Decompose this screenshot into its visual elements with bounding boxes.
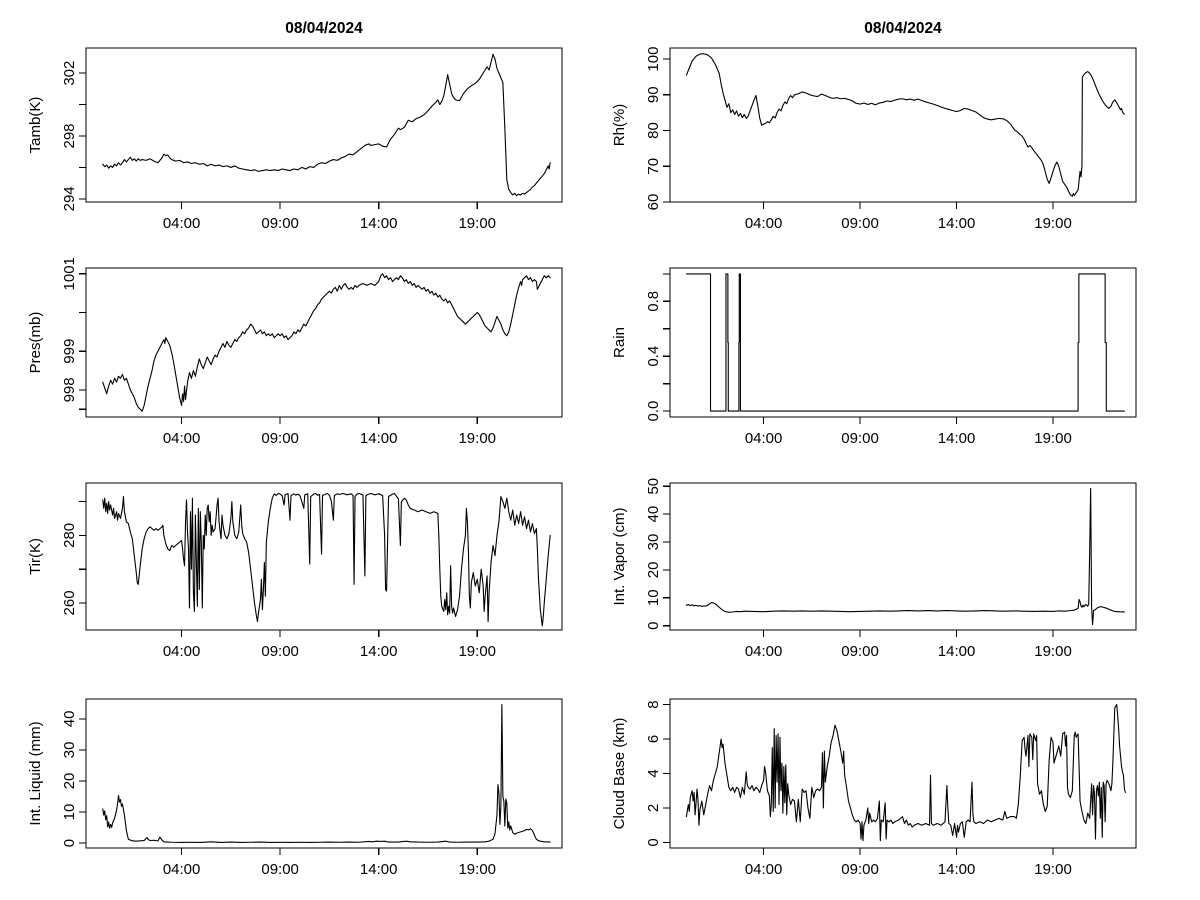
y-axis-title: Pres(mb): [27, 311, 44, 374]
x-tick-label: 04:00: [162, 215, 201, 232]
x-tick-label: 19:00: [1034, 861, 1072, 878]
pres-mb-series-line: [103, 274, 550, 411]
panel-rain: [611, 268, 1136, 447]
int-vapor-cm-series-line: [686, 488, 1124, 624]
y-tick-label: 10: [61, 803, 78, 821]
y-axis-title: Int. Vapor (cm): [611, 507, 628, 606]
y-axis-title: Rh(%): [611, 103, 628, 147]
rain-series-line: [686, 274, 1124, 411]
x-tick-label: 14:00: [937, 430, 976, 447]
y-tick-label: 80: [645, 122, 662, 139]
x-tick-label: 14:00: [359, 215, 398, 232]
y-tick-label: 998: [61, 377, 78, 403]
x-tick-label: 14:00: [937, 643, 976, 660]
x-tick-label: 09:00: [261, 643, 299, 660]
x-tick-label: 04:00: [162, 643, 201, 660]
y-tick-label: 6: [645, 734, 662, 744]
y-tick-label: 260: [61, 590, 78, 616]
y-tick-label: 0: [645, 838, 662, 847]
plot-box: [86, 268, 562, 417]
y-tick-label: 20: [645, 561, 662, 579]
x-tick-label: 19:00: [1034, 643, 1072, 660]
x-tick-label: 04:00: [744, 861, 783, 878]
panel-cloud-base-km: [611, 699, 1136, 878]
y-tick-label: 294: [61, 186, 78, 212]
y-tick-label: 10: [645, 589, 662, 607]
x-tick-label: 09:00: [841, 215, 879, 232]
x-tick-label: 14:00: [359, 643, 398, 660]
y-tick-label: 20: [61, 772, 78, 790]
plot-box: [670, 483, 1136, 630]
y-tick-label: 90: [645, 86, 662, 104]
panel-int-liquid-mm: [27, 699, 562, 878]
panel-tir-k: [27, 483, 562, 660]
x-tick-label: 09:00: [261, 215, 299, 232]
y-tick-label: 8: [645, 700, 662, 709]
plot-title: 08/04/2024: [285, 20, 363, 37]
int-liquid-mm-series-line: [103, 705, 550, 843]
plot-title: 08/04/2024: [864, 20, 942, 37]
x-tick-label: 09:00: [841, 430, 879, 447]
y-tick-label: 302: [61, 60, 78, 86]
x-tick-label: 19:00: [458, 643, 497, 660]
panel-int-vapor-cm: [611, 478, 1136, 660]
x-tick-label: 14:00: [937, 215, 976, 232]
y-tick-label: 0: [61, 838, 78, 848]
plot-box: [670, 699, 1136, 848]
x-tick-label: 04:00: [744, 643, 783, 660]
plot-box: [86, 48, 562, 202]
y-tick-label: 30: [645, 533, 662, 551]
x-tick-label: 19:00: [458, 215, 497, 232]
y-tick-label: 100: [645, 46, 662, 72]
y-tick-label: 0.0: [645, 400, 662, 422]
y-tick-label: 40: [61, 710, 78, 728]
y-tick-label: 0.8: [645, 290, 662, 312]
y-axis-title: Cloud Base (km): [611, 717, 628, 830]
panel-pres-mb: [27, 257, 562, 447]
y-axis-title: Int. Liquid (mm): [27, 721, 44, 826]
rh-series-line: [686, 54, 1124, 197]
y-axis-title: Tamb(K): [27, 96, 44, 154]
y-tick-label: 40: [645, 505, 662, 523]
panel-tamb-k: [27, 20, 562, 232]
y-axis-title: Rain: [611, 327, 628, 358]
y-tick-label: 0.4: [645, 345, 662, 367]
plot-box: [670, 48, 1136, 202]
y-tick-label: 2: [645, 803, 662, 813]
plot-box: [86, 699, 562, 848]
x-tick-label: 19:00: [1034, 430, 1072, 447]
tir-k-series-line: [103, 493, 550, 625]
y-tick-label: 999: [61, 338, 78, 364]
x-tick-label: 19:00: [458, 861, 497, 878]
x-tick-label: 19:00: [1034, 215, 1072, 232]
plot-box: [86, 483, 562, 630]
y-tick-label: 30: [61, 741, 78, 759]
y-tick-label: 298: [61, 123, 78, 149]
x-tick-label: 19:00: [458, 430, 497, 447]
y-tick-label: 70: [645, 157, 662, 175]
x-tick-label: 14:00: [359, 861, 398, 878]
y-tick-label: 4: [645, 769, 662, 778]
y-tick-label: 0: [645, 621, 662, 630]
x-tick-label: 09:00: [841, 643, 879, 660]
x-tick-label: 09:00: [261, 861, 299, 878]
x-tick-label: 14:00: [937, 861, 976, 878]
x-tick-label: 09:00: [841, 861, 879, 878]
x-tick-label: 04:00: [744, 215, 783, 232]
y-tick-label: 280: [61, 522, 78, 548]
x-tick-label: 14:00: [359, 430, 398, 447]
y-tick-label: 60: [645, 193, 662, 211]
panel-rh: [611, 20, 1136, 232]
x-tick-label: 04:00: [162, 861, 201, 878]
y-axis-title: Tir(K): [27, 538, 44, 575]
x-tick-label: 04:00: [162, 430, 201, 447]
tamb-k-series-line: [103, 54, 550, 195]
cloud-base-km-series-line: [686, 705, 1125, 841]
y-tick-label: 50: [645, 477, 662, 495]
y-tick-label: 1001: [61, 257, 78, 291]
x-tick-label: 04:00: [744, 430, 783, 447]
x-tick-label: 09:00: [261, 430, 299, 447]
